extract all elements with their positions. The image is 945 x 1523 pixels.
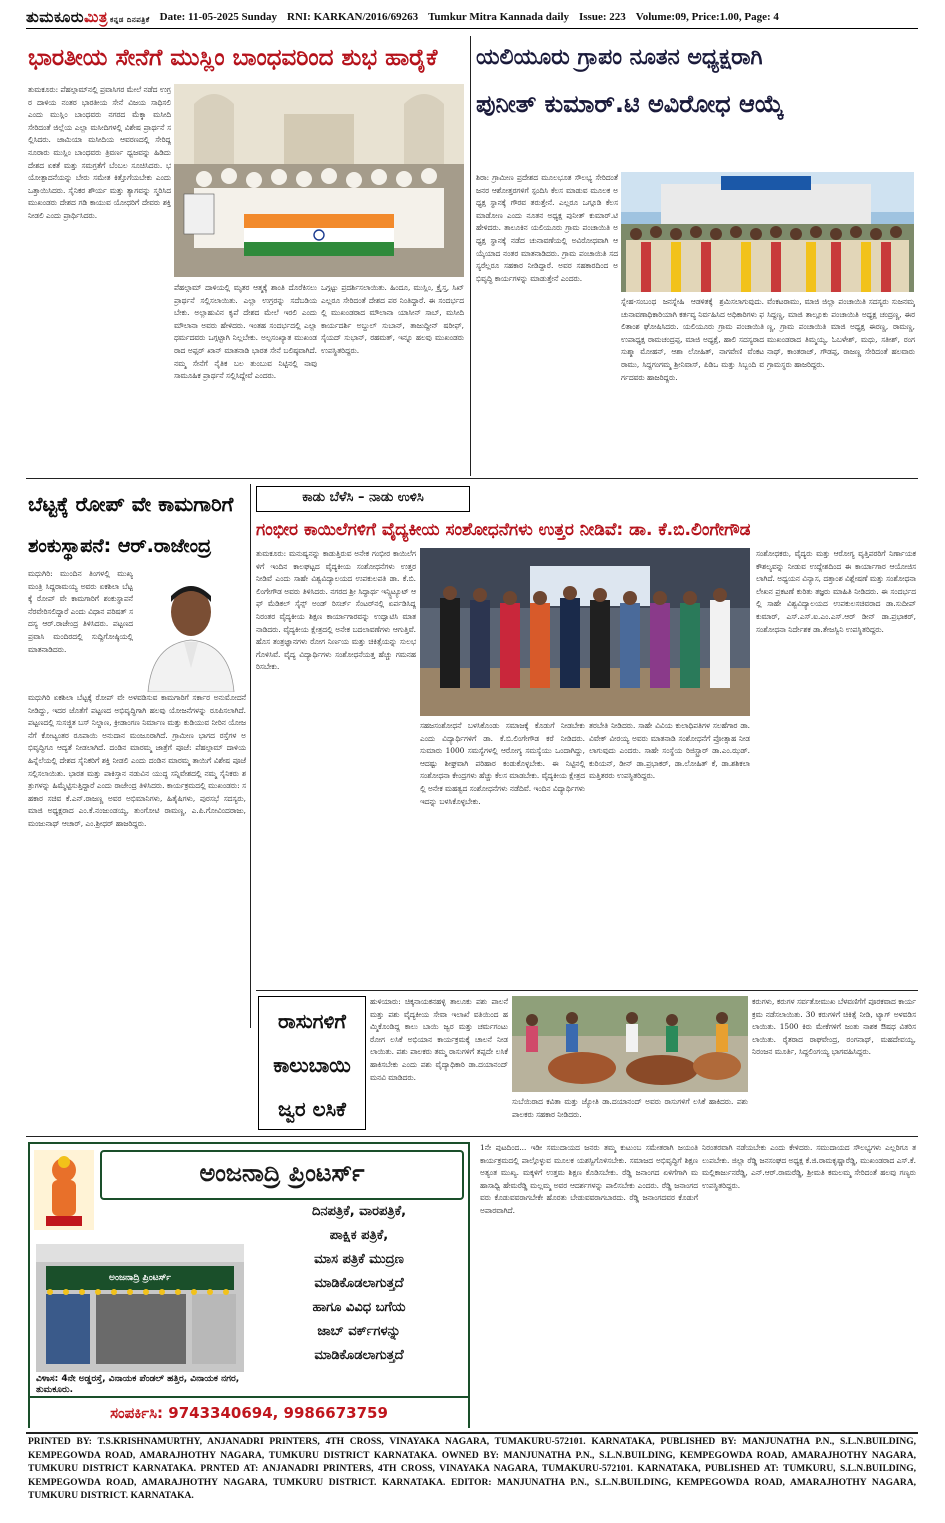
story3-headline-line1: ಬೆಟ್ಟಕ್ಕೆ ರೋಪ್ ವೇ ಕಾಮಗಾರಿಗೆ [28,492,234,516]
medical-workshop-photo [420,548,750,716]
logo-main: ತುಮಕೂರು [26,8,85,26]
story1-col2: ಪೆಹಲ್ಗಾಮ್ ದಾಳಿಯಲ್ಲಿ ಮೃತರ ಆತ್ಮಕ್ಕೆ ಶಾಂತಿ ದೊರೆಕಿಸಲು ಪ್ರಾರ್ಥನೆ ಸಲ್ಲಿಸಲಾಯಿತು. ಎಲ್ಲಾ ಉಗ್ರರನ್ನು ಸದೆಬಡಿಯಬೇಕು. ಅಲ್ಲಾಹುವಿನ ಕೃಪೆ ದೇಶದ ಮೇಲೆ ಇರಲಿ ಎಂದು ಮೌಲಾನಾ ಅವರು ಹೇಳಿದರು. ಇಂತಹ ಸಂದರ್ಭದಲ್ಲಿ ಎಲ್ಲಾ ಧರ್ಮದವರು ಒಗ್ಗಟ್ಟಾಗಿ ನಿಲ್ಲಬೇಕು. ಅಲ್ಪಸಂಖ್ಯಾತ ಮುಖಂಡರಾದ ಅಫ್ಸರ್ ಖಾನ್ ಮಾತನಾಡಿ ಭಾರತ ಸೇನೆ ಬಲಿಷ್ಠವಾಗಿದೆ. ನಮ್ಮ ಸೇನೆಗೆ ನೈತಿಕ ಬಲ ತುಂಬುವ ನಿಟ್ಟಿನಲ್ಲಿ ನಾವು ಸಾಮೂಹಿಕ ಪ್ರಾರ್ಥನೆ ಸಲ್ಲಿಸಿದ್ದೇವೆ ಎಂದರು. [174,283,317,381]
story5-caption: ಸುಬೆಯಿರಾದ ಕವಿತಾ ಮತ್ತು ಜ್ಯೋತಿ ಡಾ.ದಯಾನಂದ್ ಅವರು ರಾಸುಗಳಿಗೆ ಲಸಿಕೆ ಹಾಕಿದರು. ಪಶು ಪಾಲಕರು ಸಹಕಾರ ನೀಡಿದರು. [512,1097,748,1119]
masthead-paper: Tumkur Mitra Kannada daily [428,11,569,23]
masthead-issue: Issue: 223 [579,11,626,23]
section-divider [26,478,918,479]
story4-col4: ಸಂಶೋಧಕರು, ವೈದ್ಯರು ಮತ್ತು ಆರೋಗ್ಯ ವೃತ್ತಿಪರರಿಗೆ ನಿರ್ಣಾಯಕ ಕೌಶಲ್ಯವನ್ನು ನೀಡುವ ಉದ್ದೇಶದಿಂದ ಈ ಕಾರ್ಯಾಗಾರ ಆಯೋಜಿಸಲಾಗಿದೆ. ಅಧ್ಯಯನ ವಿನ್ಯಾಸ, ದತ್ತಾಂಶ ವಿಶ್ಲೇಷಣೆ ಮತ್ತು ಸಂಶೋಧನಾ ಲೇಖನ ಪ್ರಕಟಣೆ ಕುರಿತು ತಜ್ಞರು ಮಾಹಿತಿ ನೀಡಿದರು. ಈ ಸಂದರ್ಭದಲ್ಲಿ ಸಾಹೇ ವಿಶ್ವವಿದ್ಯಾಲಯದ ಉಪಕುಲಸಚಿವರಾದ ಡಾ.ಸುದೀಪ್ ಕುಮಾರ್, ಎಸ್.ಎಸ್.ಐ.ಎಂ.ಎಸ್.ಆರ್ ಡೀನ್ ಡಾ.ಪ್ರಭಾಕರ್, ಸಂಶೋಧನಾ ನಿರ್ದೇಶಕ ಡಾ.ತೇಜಸ್ವಿನಿ ಉಪಸ್ಥಿತರಿದ್ದರು. [756,549,916,634]
story2-col3: ವೆಂಕಟರಾಮು, ಮಾಜಿ ಜಿಲ್ಲಾ ಪಂಚಾಯಿತಿ ಸದಸ್ಯರು ಸುಜನಮ್ಮ ಸಿದ್ದಣ್ಣ, ಮಾಜಿ ತಾಲ್ಲೂಕು ಪಂಚಾಯಿತಿ ಅಧ್ಯಕ್ಷ ಚಂದ್ರಣ್ಣ, ಈರಣ್ಣ, ಗ್ರಾಮ ಪಂಚಾಯಿತಿ ಮಾಜಿ ಅಧ್ಯಕ್ಷ ಈರಣ್ಣ, ರಾಮಣ್ಣ, ಮುಖಂಡರಾದ ತಿಮ್ಮಯ್ಯ, ಓಬಳೇಶ್, ಮಧು, ಸತೀಶ್, ರಂಗನಾಥ್, ಕಾಂತರಾಜ್, ಗೌಡಪ್ಪ, ರಾಜಣ್ಣ ಸೇರಿದಂತೆ ಹಲವಾರು ಗ್ರಾಮಸ್ಥರು ಹಾಜರಿದ್ದರು. [767,297,915,369]
story3-lead: ಮಧುಗಿರಿ: ಮುಂದಿನ ತಿಂಗಳಲ್ಲಿ ಮುಖ್ಯ ಮಂತ್ರಿ ಸಿದ್ದರಾಮಯ್ಯ ಅವರು ಏಕಶಿಲಾ ಬೆಟ್ಟಕ್ಕೆ ರೋಪ್ ವೇ ಕಾಮಗಾರಿಗೆ ಶಂಕುಸ್ಥಾಪನೆ ನೆರವೇರಿಸಲಿದ್ದಾರೆ ಎಂದು ವಿಧಾನ ಪರಿಷತ್ ಸದಸ್ಯ ಆರ್.ರಾಜೇಂದ್ರ ತಿಳಿಸಿದರು. ಪಟ್ಟಣದ ಪ್ರವಾಸಿ ಮಂದಿರದಲ್ಲಿ ಸುದ್ದಿಗೋಷ್ಠಿಯಲ್ಲಿ ಮಾತನಾಡಿದರು. [28,569,133,654]
ad-service-line: ಜಾಬ್ ವರ್ಕ್‌ಗಳನ್ನು [317,1324,401,1339]
ad-address [36,1374,246,1396]
masthead [26,6,918,29]
ad-service-line: ದಿನಪತ್ರಿಕೆ, ವಾರಪತ್ರಿಕೆ, [311,1204,407,1219]
story3-portrait [138,568,244,692]
section-divider-2 [256,990,918,991]
story5-photo [512,996,748,1092]
ad-service-line: ಮಾಡಿಕೊಡಲಾಗುತ್ತದೆ [314,1348,404,1363]
story5-title-box [258,996,366,1130]
story5-title-line2: ಕಾಲುಬಾಯಿ [273,1053,351,1077]
column-divider [470,36,471,476]
mosque-gathering-photo [174,84,464,277]
story2-col2: ಸ್ನೇಹ-ಸಂಬಂಧ ಜನಸ್ನೇಹಿ ಆಡಳಿತಕ್ಕೆ ಶ್ರಮಿಸಲಾಗುವುದು. ಚುನಾವಣಾಧಿಕಾರಿಯಾಗಿ ಕರ್ತವ್ಯ ನಿರ್ವಹಿಸಿದ ಅಧಿಕಾರಿಗಳು ಫಲಿತಾಂಶ ಘೋಷಿಸಿದರು. ಯಲಿಯೂರು ಗ್ರಾಮ ಪಂಚಾಯಿತಿ ಉಪಾಧ್ಯಕ್ಷ ರಾಮಚಂದ್ರಪ್ಪ, ಮಾಜಿ ಅಧ್ಯಕ್ಷೆ, ಹಾಲಿ ಸದಸ್ಯರಾದ ಸುಶ್ಮಾ ಮೋಹನ್, ಆಶಾ ಲೋಹಿತ್, ನಾಗವೇಣಿ ವೆಂಕಟರಾಮು, ಸಿದ್ದಗಂಗಮ್ಮ ಶ್ರೀನಿವಾಸ್, ಪಿಡಿಒ ಮತ್ತು ಸಿಬ್ಬಂದಿ ವರ್ಗದವರು ಹಾಜರಿದ್ದರು. [621,297,764,382]
story3-headline-line2: ಶಂಕುಸ್ಥಾಪನೆ: ಆರ್.ರಾಜೇಂದ್ರ [28,535,212,557]
story4-col2: ಸಹಜಸಂಶೋಧನೆ ಬಳಸಿಕೊಂಡು ಸಮಾಜಕ್ಕೆ ಕೊಡುಗೆ ನೀಡಬೇಕು ಎಂದು ವಿದ್ಯಾರ್ಥಿಗಳಿಗೆ ಡಾ. ಕೆ.ಬಿ.ಲಿಂಗೇಗೌಡ ಕರೆ ನೀಡಿದರು. ಸುಮಾರು 1000 ಸಮಸ್ಯೆಗಳಲ್ಲಿ ಆರೋಗ್ಯ ಸಮಸ್ಯೆಯು ಒಂದಾಗಿದ್ದು, ಆದಷ್ಟು ಶೀಘ್ರವಾಗಿ ಪರಿಹಾರ ಕಂಡುಕೊಳ್ಳಬೇಕು. ಈ ನಿಟ್ಟಿನಲ್ಲಿ ಸಂಶೋಧನಾ ಕೇಂದ್ರಗಳು ಹೆಚ್ಚು ಕೆಲಸ ಮಾಡಬೇಕು. ವೈದ್ಯಕೀಯ ಕ್ಷೇತ್ರದಲ್ಲಿ ಅನೇಕ ಮಹತ್ವದ ಸಂಶೋಧನೆಗಳು ನಡೆದಿವೆ. ಇಂದಿನ ವಿದ್ಯಾರ್ಥಿಗಳು ಇದನ್ನು ಬಳಸಿಕೊಳ್ಳಬೇಕು. [420,721,585,806]
story4-headline: ಗಂಭೀರ ಕಾಯಿಲೆಗಳಿಗೆ ವೈದ್ಯಕೀಯ ಸಂಶೋಧನೆಗಳು ಉತ್ತರ ನೀಡಿವೆ: ಡಾ. ಕೆ.ಬಿ.ಲಿಂಗೇಗೌಡ [256,520,751,540]
hanuman-icon [34,1150,94,1230]
ad-services [252,1200,466,1386]
story5-title-line3: ಜ್ವರ ಲಸಿಕೆ [278,1097,346,1121]
ad-service-line: ಮಾಸ ಪತ್ರಿಕೆ ಮುದ್ರಣ [314,1252,404,1267]
story3-body: ಮಧುಗಿರಿ ಏಕಶಿಲಾ ಬೆಟ್ಟಕ್ಕೆ ರೋಪ್ ವೇ ಅಳವಡಿಸುವ ಕಾಮಗಾರಿಗೆ ಸರ್ಕಾರ ಅನುಮೋದನೆ ನೀಡಿದ್ದು, ಇದರ ಜೊತೆಗೆ ಪಟ್ಟಣದ ಅಭಿವೃದ್ಧಿಗಾಗಿ ಹಲವು ಯೋಜನೆಗಳನ್ನು ರೂಪಿಸಲಾಗಿದೆ. ಪಟ್ಟಣದಲ್ಲಿ ಸುಸಜ್ಜಿತ ಬಸ್ ನಿಲ್ದಾಣ, ಕ್ರೀಡಾಂಗಣ ನಿರ್ಮಾಣ ಮತ್ತು ಕುಡಿಯುವ ನೀರಿನ ಯೋಜನೆಗೆ ಕೋಟ್ಯಂತರ ರೂಪಾಯಿ ಅನುದಾನ ಮಂಜೂರಾಗಿದೆ. ಗ್ರಾಮೀಣ ಭಾಗದ ರಸ್ತೆಗಳ ಅಭಿವೃದ್ಧಿಗೂ ಆದ್ಯತೆ ನೀಡಲಾಗಿದೆ. ದಂಡಿನ ಮಾರಮ್ಮ ಜಾತ್ರೆಗೆ ಪೂಜೆ: ಪೆಹಲ್ಗಾಮ್ ದಾಳಿಯ ಹಿನ್ನೆಲೆಯಲ್ಲಿ ದೇಶದ ಸೈನಿಕರಿಗೆ ಶಕ್ತಿ ನೀಡಲಿ ಎಂದು ದಂಡಿನ ಮಾರಮ್ಮ ತಾಯಿಗೆ ವಿಶೇಷ ಪೂಜೆ ಸಲ್ಲಿಸಲಾಯಿತು. ಭಾರತ ಮತ್ತು ಪಾಕಿಸ್ತಾನ ನಡುವಿನ ಯುದ್ಧ ಸನ್ನಿವೇಶದಲ್ಲಿ ನಮ್ಮ ಸೈನಿಕರು ಶತ್ರುಗಳನ್ನು ಹಿಮ್ಮೆಟ್ಟಿಸುತ್ತಿದ್ದಾರೆ ಎಂದು ರಾಜೇಂದ್ರ ತಿಳಿಸಿದರು. ಕಾರ್ಯಕ್ರಮದಲ್ಲಿ ಮುಖಂಡರು: ಸಹಕಾರ ಸಚಿವ ಕೆ.ಎನ್.ರಾಜಣ್ಣ ಅವರ ಅಭಿಮಾನಿಗಳು, ಹಿತೈಷಿಗಳು, ಪುರಸಭೆ ಸದಸ್ಯರು, ಮಾಜಿ ಅಧ್ಯಕ್ಷರಾದ ಎಂ.ಕೆ.ನಂಜುಂಡಯ್ಯ, ತುಂಗೋಟಿ ರಾಮಣ್ಣ, ಎ.ಪಿ.ಗೋವಿಂದರಾಜು, ಮಂಜುನಾಥ್ ಆಚಾರ್, ಎಂ.ಶ್ರೀಧರ್ ಹಾಜರಿದ್ದರು. [28,693,246,828]
story5-col1: ಹುಳಿಯಾರು: ಚಿಕ್ಕನಾಯಕನಹಳ್ಳಿ ತಾಲೂಕು ಪಶು ಪಾಲನೆ ಮತ್ತು ಪಶು ವೈದ್ಯಕೀಯ ಸೇವಾ ಇಲಾಖೆ ವತಿಯಿಂದ ಹಮ್ಮಿಕೊಂಡಿದ್ದ ಕಾಲು ಬಾಯಿ ಜ್ವರ ಮತ್ತು ಚರ್ಮಗಂಟು ರೋಗ ಲಸಿಕೆ ಅಭಿಯಾನ ಕಾರ್ಯಕ್ರಮಕ್ಕೆ ಚಾಲನೆ ನೀಡಲಾಯಿತು. ಪಶು ಪಾಲಕರು ತಮ್ಮ ರಾಸುಗಳಿಗೆ ತಪ್ಪದೇ ಲಸಿಕೆ ಹಾಕಿಸಬೇಕು ಎಂದು ಪಶು ವೈದ್ಯಾಧಿಕಾರಿ ಡಾ.ದಯಾನಂದ್ ಮನವಿ ಮಾಡಿದರು. [370,997,508,1082]
story5-col2: ಕರುಗಳು, ಕರುಗಳ ಸರ್ವತೋಮುಖ ಬೆಳವಣಿಗೆಗೆ ಪೂರಕವಾದ ಕಾರ್ಯಕ್ರಮ ನಡೆಸಲಾಯಿತು. 30 ಕರುಗಳಿಗೆ ಚಿಕಿತ್ಸೆ ನೀಡಿ, ಟ್ಯಾಗ್ ಅಳವಡಿಸಲಾಯಿತು. 1500 ಕಿರು ಮೇಕೆಗಳಿಗೆ ಜಂತು ನಾಶಕ ಔಷಧ ವಿತರಿಸಲಾಯಿತು. ರೈತರಾದ ರಾಘವೇಂದ್ರ, ರಂಗನಾಥ್, ಮಹದೇವಯ್ಯ, ನಿರಂಜನ ಮೂರ್ತಿ, ಸಿದ್ದಲಿಂಗಯ್ಯ ಭಾಗವಹಿಸಿದ್ದರು. [752,997,916,1057]
story1-headline: ಭಾರತೀಯ ಸೇನೆಗೆ ಮುಸ್ಲಿಂ ಬಾಂಧವರಿಂದ ಶುಭ ಹಾರೈಕೆ [28,45,438,71]
portrait-photo [138,568,244,692]
ad-address-label: ವಿಳಾಸ: [36,1374,59,1384]
masthead-logo [26,8,150,26]
story2-photo [621,172,914,292]
story2-headline-line1: ಯಲಿಯೂರು ಗ್ರಾಪಂ ನೂತನ ಅಧ್ಯಕ್ಷರಾಗಿ [476,45,763,70]
story1-col3: ಒಗ್ಗಟ್ಟು ಪ್ರದರ್ಶಿಸಲಾಯಿತು. ಹಿಂದೂ, ಮುಸ್ಲಿಂ, ಕ್ರೈಸ್ತ, ಸಿಖ್ ಎಲ್ಲರೂ ಸೇರಿದಂತೆ ದೇಶದ ಪರ ನಿಂತಿದ್ದಾರೆ. ಈ ಸಂದರ್ಭದಲ್ಲಿ ಮುಖಂಡರಾದ ಮೌಲಾನಾ ಯಾಸೀನ್ ಸಾಬ್, ಮಸೀದಿ ಕಾರ್ಯದರ್ಶಿ ಅಬ್ದುಲ್ ಸುಬಾನ್, ತಾಜುದ್ದೀನ್ ಷರೀಫ್, ಸೈಯದ್ ಸುಭಾನ್, ರಹಮತ್, ಇನ್ನೂ ಹಲವು ಮುಖಂಡರು ಉಪಸ್ಥಿತರಿದ್ದರು. [321,283,464,355]
story4-col1: ತುಮಕೂರು: ಮನುಷ್ಯನನ್ನು ಕಾಡುತ್ತಿರುವ ಅನೇಕ ಗಂಭೀರ ಕಾಯಿಲೆಗಳಿಗೆ ಇಂದಿನ ಕಾಲಘಟ್ಟದ ವೈದ್ಯಕೀಯ ಸಂಶೋಧನೆಗಳು ಉತ್ತರ ನೀಡಿವೆ ಎಂದು ಸಾಹೇ ವಿಶ್ವವಿದ್ಯಾಲಯದ ಉಪಕುಲಪತಿ ಡಾ. ಕೆ.ಬಿ.ಲಿಂಗೇಗೌಡ ಅವರು ತಿಳಿಸಿದರು. ನಗರದ ಶ್ರೀ ಸಿದ್ಧಾರ್ಥ ಇನ್ಸ್ಟಿಟ್ಯೂಟ್ ಆಫ್ ಮೆಡಿಕಲ್ ಸೈನ್ಸ್ ಅಂಡ್ ರಿಸರ್ಚ್ ಸೆಂಟರ್‌ನಲ್ಲಿ ಏರ್ಪಡಿಸಿದ್ದ ನಿರಂತರ ವೈದ್ಯಕೀಯ ಶಿಕ್ಷಣ ಕಾರ್ಯಾಗಾರವನ್ನು ಉದ್ಘಾಟಿಸಿ ಮಾತನಾಡಿದರು. ವೈದ್ಯಕೀಯ ಕ್ಷೇತ್ರದಲ್ಲಿ ಅನೇಕ ಬದಲಾವಣೆಗಳು ಆಗುತ್ತಿವೆ. ಹೊಸ ತಂತ್ರಜ್ಞಾನಗಳು ರೋಗ ನಿರ್ಣಯ ಮತ್ತು ಚಿಕಿತ್ಸೆಯನ್ನು ಸುಲಭಗೊಳಿಸಿವೆ. ವೈದ್ಯ ವಿದ್ಯಾರ್ಥಿಗಳು ಸಂಶೋಧನೆಯತ್ತ ಹೆಚ್ಚು ಗಮನಹರಿಸಬೇಕು. [256,549,416,672]
masthead-rni: RNI: KARKAN/2016/69263 [287,11,419,23]
story2-col1: ಶಿರಾ: ಗ್ರಾಮೀಣ ಪ್ರದೇಶದ ಮೂಲಭೂತ ಸೌಲಭ್ಯ ಸೇರಿದಂತೆ ಜನರ ಆಶೋತ್ತರಗಳಿಗೆ ಸ್ಪಂದಿಸಿ ಕೆಲಸ ಮಾಡುವ ಮೂಲಕ ಅಧ್ಯಕ್ಷ ಸ್ಥಾನಕ್ಕೆ ಗೌರವ ತರುತ್ತೇನೆ. ಎಲ್ಲರೂ ಒಗ್ಗೂಡಿ ಕೆಲಸ ಮಾಡೋಣ ಎಂದು ನೂತನ ಅಧ್ಯಕ್ಷ ಪುನೀತ್ ಕುಮಾರ್.ಟಿ ಹೇಳಿದರು. ತಾಲೂಕಿನ ಯಲಿಯೂರು ಗ್ರಾಮ ಪಂಚಾಯಿತಿ ಅಧ್ಯಕ್ಷ ಸ್ಥಾನಕ್ಕೆ ನಡೆದ ಚುನಾವಣೆಯಲ್ಲಿ ಅವಿರೋಧವಾಗಿ ಆಯ್ಕೆಯಾದ ನಂತರ ಮಾತನಾಡಿದರು. ಗ್ರಾಮ ಪಂಚಾಯಿತಿ ಸದಸ್ಯರೆಲ್ಲರೂ ಸಹಕಾರ ನೀಡಿದ್ದಾರೆ. ಅವರ ಸಹಕಾರದಿಂದ ಅಭಿವೃದ್ಧಿ ಕಾರ್ಯಗಳನ್ನು ಮಾಡುತ್ತೇನೆ ಎಂದರು. [476,173,618,283]
story1-photo [174,84,464,277]
printing-shop-photo [36,1244,244,1372]
ad-service-line: ಪಾಕ್ಷಿಕ ಪತ್ರಿಕೆ, [329,1228,389,1243]
ad-title: ಅಂಜನಾದ್ರಿ ಪ್ರಿಂಟರ್ಸ್ [100,1150,464,1200]
logo-accent: ಮಿತ್ರ [84,8,108,26]
ad-contact: ಸಂಪರ್ಕಿಸಿ: 9743340694, 9986673759 [30,1396,468,1428]
slogan-box: ಕಾಡು ಬೆಳೆಸಿ – ನಾಡು ಉಳಿಸಿ [256,486,470,512]
story4-photo [420,548,750,716]
ad-service-line: ಹಾಗೂ ವಿವಿಧ ಬಗೆಯ [312,1300,406,1315]
ad-address-text: 4ನೇ ಅಡ್ಡರಸ್ತೆ, ವಿನಾಯಕ ಪೆಂಡಲ್ ಹತ್ತಿರ, ವಿನಾಯಕ ನಗರ, ತುಮಕೂರು. [36,1374,240,1395]
logo-sub: ಕನ್ನಡ ದಿನಪತ್ರಿಕೆ [109,15,150,24]
ad-service-line: ಮಾಡಿಕೊಡಲಾಗುತ್ತದೆ [314,1276,404,1291]
panchayat-group-photo [621,172,914,292]
story6-col1: 1ನೇ ಪುಟದಿಂದ... ಇಡೀ ಸಮುದಾಯದ ಜನರು ತಮ್ಮ ಕುಟುಂಬ ಸಮೇತರಾಗಿ ಜಯಂತಿ ಕಾರ್ಯಕ್ರಮದಲ್ಲಿ ಪಾಲ್ಗೊಳ್ಳುವ ಮೂಲಕ ಯಶಸ್ವಿಗೊಳಿಸಬೇಕು. ಸಮಾಜದ ಅಭಿವೃದ್ಧಿಗೆ ಶಿಕ್ಷಣ ಅತ್ಯಂತ ಮುಖ್ಯ. ಮಕ್ಕಳಿಗೆ ಉತ್ತಮ ಶಿಕ್ಷಣ ಕೊಡಿಸಬೇಕು. ರೆಡ್ಡಿ ಜನಾಂಗದ ಏಳಿಗೆಗಾಗಿ ಮಹಾಸಾಧ್ವಿ ಹೇಮರೆಡ್ಡಿ ಮಲ್ಲಮ್ಮ ಅವರ ಆದರ್ಶಗಳನ್ನು ಪಾಲಿಸಬೇಕು ಎಂದರು. ರೆಡ್ಡಿ ಜನಾಂಗದವರು ಕೊಡುವವರಾಗಬೇಕೇ ಹೊರತು ಬೇಡುವವರಾಗಬಾರದು. ರೆಡ್ಡಿ ಜನಾಂಗದವರ ಕೊಡುಗೆ ಅಪಾರವಾಗಿದೆ. [480,1143,698,1215]
advertisement [28,1142,470,1428]
deity-image [34,1150,94,1230]
story2-headline-line2: ಪುನೀತ್ ಕುಮಾರ್.ಟಿ ಅವಿರೋಧ ಆಯ್ಕೆ [476,90,784,118]
section-divider-3 [26,1136,918,1137]
story1-col1: ತುಮಕೂರು: ಪೆಹಲ್ಗಾಮ್‌ನಲ್ಲಿ ಪ್ರವಾಸಿಗರ ಮೇಲೆ ನಡೆದ ಉಗ್ರರ ದಾಳಿಯ ನಂತರ ಭಾರತೀಯ ಸೇನೆ ವಿಜಯ ಸಾಧಿಸಲಿ ಎಂದು ಮುಸ್ಲಿಂ ಬಾಂಧವರು ನಗರದ ಮೆಕ್ಕಾ ಮಸೀದಿ ಸೇರಿದಂತೆ ಜಿಲ್ಲೆಯ ಎಲ್ಲಾ ಮಸೀದಿಗಳಲ್ಲಿ ವಿಶೇಷ ಪ್ರಾರ್ಥನೆ ಸಲ್ಲಿಸಿದರು. ಜಾಮಿಯಾ ಮಸೀದಿಯ ಆವರಣದಲ್ಲಿ ಸೇರಿದ್ದ ನೂರಾರು ಮುಸ್ಲಿಂ ಬಾಂಧವರು ತ್ರಿವರ್ಣ ಧ್ವಜವನ್ನು ಹಿಡಿದು ದೇಶದ ಏಕತೆ ಮತ್ತು ಸಮಗ್ರತೆಗೆ ಬೆಂಬಲ ಸೂಚಿಸಿದರು. ಭಯೋತ್ಪಾದನೆಯನ್ನು ಬೇರು ಸಮೇತ ಕಿತ್ತೊಗೆಯಬೇಕು ಎಂದು ಒತ್ತಾಯಿಸಿದರು. ಸೈನಿಕರ ಶೌರ್ಯ ಮತ್ತು ತ್ಯಾಗವನ್ನು ಸ್ಮರಿಸಿದ ಮುಖಂಡರು ದೇಶದ ಗಡಿ ಕಾಯುವ ಯೋಧರಿಗೆ ದೇವರು ಶಕ್ತಿ ನೀಡಲಿ ಎಂದು ಪ್ರಾರ್ಥಿಸಿದರು. [28,85,171,220]
shop-sign: ಅಂಜನಾದ್ರಿ ಪ್ರಿಂಟರ್ಸ್ [109,1273,171,1283]
masthead-date: Date: 11-05-2025 Sunday [159,11,277,23]
story4-col3: ತರಬೇತಿ ನೀಡಿದರು. ಸಾಹೇ ವಿವಿಯ ಕುಲಾಧಿಪತಿಗಳ ಸಲಹೆಗಾರ ಡಾ. ವಿವೇಕ್ ವೀರಯ್ಯ ಅವರು ಮಾತನಾಡಿ ಸಂಶೋಧನೆಗೆ ಪ್ರೋತ್ಸಾಹ ನೀಡಲಾಗುವುದು ಎಂದರು. ಸಾಹೇ ಸಂಸ್ಥೆಯ ರಿಜಿಸ್ಟ್ರಾರ್ ಡಾ.ಎಂ.ಝಡ್.ಕುರಿಯನ್, ಡೀನ್ ಡಾ.ಪ್ರಭಾಕರ್, ಡಾ.ಲೋಹಿತ್ ಕೆ, ಡಾ.ಶಶಿಕಲಾ ಮತ್ತಿತರರು ಉಪಸ್ಥಿತರಿದ್ದರು. [589,721,750,781]
story6-col2: ನಿರಂತರವಾಗಿ ನಡೆಯಬೇಕು ಎಂದು ಕೇಳಿದರು. ಸಮುದಾಯದ ಸೌಲಭ್ಯಗಳು ಎಲ್ಲರಿಗೂ ತಲುಪಬೇಕು. ಜಿಲ್ಲಾ ರೆಡ್ಡಿ ಜನಸಂಘದ ಅಧ್ಯಕ್ಷ ಕೆ.ಜಿ.ರಾಮಕೃಷ್ಣಾರೆಡ್ಡಿ, ಮುಖಂಡರಾದ ಎಸ್.ಕೆ.ಮಲ್ಲಿಕಾರ್ಜುನರೆಡ್ಡಿ, ಎನ್.ಆರ್.ರಾಮರೆಡ್ಡಿ, ಶ್ರೀಮತಿ ಕಮಲಮ್ಮ ಸೇರಿದಂತೆ ಹಲವು ಗಣ್ಯರು ಉಪಸ್ಥಿತರಿದ್ದರು. [702,1143,916,1190]
column-divider-2 [250,484,251,1028]
shop-photo [36,1244,244,1372]
story5-title-line1: ರಾಸುಗಳಿಗೆ [278,1009,346,1033]
imprint-footer: PRINTED BY: T.S.KRISHNAMURTHY, ANJANADRI PRINTERS, 4TH CROSS, VINAYAKA NAGARA, TUMAKURU-572101. KARNATAKA, PUBLISHED BY: MANJUNATHA P.N., S.L.N.BUILDING, KEMPEGOWDA ROAD, AMARAJHOTHY NAGARA, TUMKURU DISTRICT KARNATAKA. OWNED BY: MANJUNATHA P.N., S.L.N.BUILDING, KEMPEGOWDA ROAD, AMARAJHOTHY NAGARA, TUMKURU DISTRICT KARNATAKA. PRNTED AT: ANJANADRI PRINTERS, 4TH CROSS, VINAYAKA NAGARA, TUMAKURU-572101. KARNATAKA, PUBLISHED AT: TUMKURU, S.L.N.BUILDING, KEMPEGOWDA ROAD, AMARAJHOTHY NAGARA, TUMKURU DISTRICT. KARNATAKA. EDITOR: MANJUNATHA P.N., S.L.N.BUILDING, KEMPEGOWDA ROAD, AMARAJHOTHY NAGARA, TUMKURU DISTRICT. KARNATAKA. [28,1437,916,1501]
cattle-photo [512,996,748,1092]
masthead-volume: Volume:09, Price:1.00, Page: 4 [635,11,779,23]
footer-rule [26,1432,918,1434]
